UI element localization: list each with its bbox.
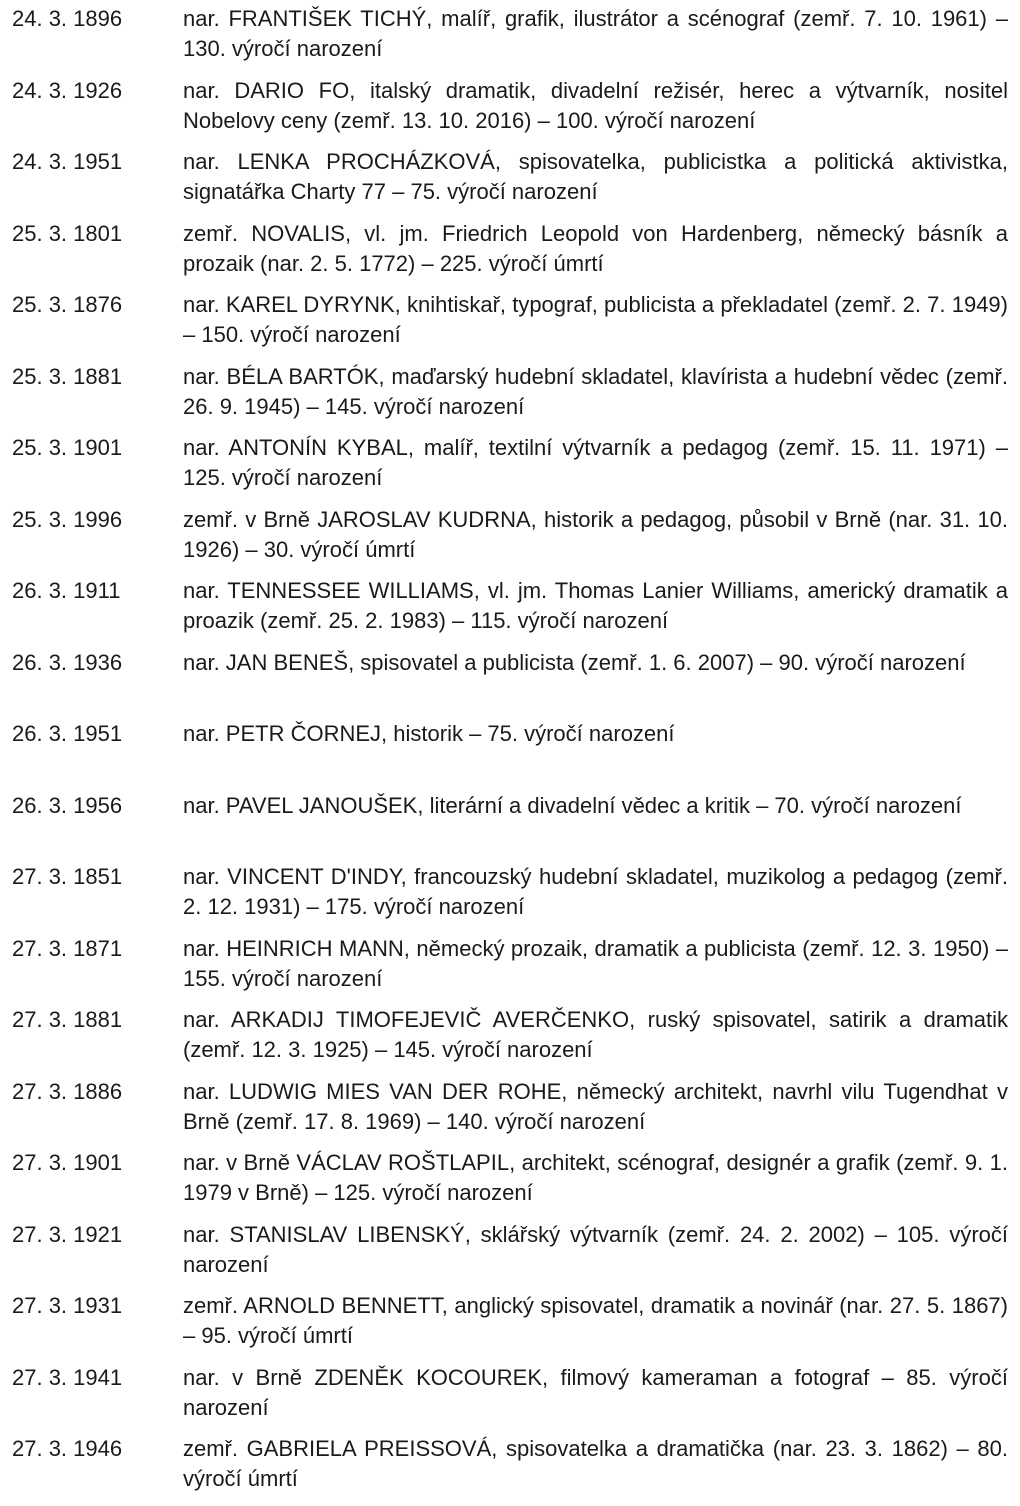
list-item	[12, 362, 1008, 434]
entry-text: nar. v Brně VÁCLAV ROŠTLAPIL, architekt, scénograf, designér a grafik (zemř. 9. 1. 1979 v Brně) – 125. výročí narození	[183, 1150, 1008, 1205]
list-item	[12, 1077, 1008, 1149]
entry-text: nar. PETR ČORNEJ, historik – 75. výročí narození	[183, 721, 675, 746]
list-item	[12, 76, 1008, 148]
entry-text: nar. ARKADIJ TIMOFEJEVIČ AVERČENKO, ruský spisovatel, satirik a dramatik (zemř. 12. 3. 1925) – 145. výročí narození	[183, 1007, 1008, 1062]
entry-text: zemř. NOVALIS, vl. jm. Friedrich Leopold von Hardenberg, německý básník a prozaik (nar. 2. 5. 1772) – 225. výročí úmrtí	[183, 220, 1008, 276]
entry-text: zemř. v Brně JAROSLAV KUDRNA, historik a pedagog, působil v Brně (nar. 31. 10. 1926) – 30. výročí úmrtí	[183, 506, 1008, 562]
entry-text: nar. JAN BENEŠ, spisovatel a publicista (zemř. 1. 6. 2007) – 90. výročí narození	[183, 649, 966, 675]
entry-text: nar. HEINRICH MANN, německý prozaik, dramatik a publicista (zemř. 12. 3. 1950) – 155. výročí narození	[183, 935, 1008, 991]
list-item	[12, 1363, 1008, 1435]
entry-date: 26. 3. 1911	[12, 578, 121, 603]
entry-text: nar. v Brně ZDENĚK KOCOUREK, filmový kameraman a fotograf – 85. výročí narození	[183, 1364, 1008, 1420]
entry-date: 27. 3. 1921	[12, 1221, 123, 1247]
list-item	[12, 1434, 1008, 1506]
entry-date: 25. 3. 1881	[12, 363, 123, 389]
list-item	[12, 1005, 1008, 1077]
entry-date: 27. 3. 1881	[12, 1007, 123, 1032]
entry-text: zemř. GABRIELA PREISSOVÁ, spisovatelka a dramatička (nar. 23. 3. 1862) – 80. výročí úmrtí	[183, 1436, 1008, 1491]
list-item	[12, 290, 1008, 362]
list-item	[12, 791, 1008, 863]
entry-date: 27. 3. 1886	[12, 1078, 123, 1104]
list-item	[12, 147, 1008, 219]
list-item	[12, 1291, 1008, 1363]
entry-text: nar. BÉLA BARTÓK, maďarský hudební skladatel, klavírista a hudební vědec (zemř. 26. 9. 1945) – 145. výročí narození	[183, 363, 1008, 419]
entry-date: 24. 3. 1951	[12, 149, 123, 174]
entry-date: 24. 3. 1896	[12, 6, 123, 31]
entry-date: 27. 3. 1871	[12, 935, 123, 961]
entry-text: nar. PAVEL JANOUŠEK, literární a divadelní vědec a kritik – 70. výročí narození	[183, 792, 962, 818]
list-item	[12, 505, 1008, 577]
list-item	[12, 719, 1008, 791]
entry-date: 26. 3. 1936	[12, 649, 123, 675]
entry-text: nar. DARIO FO, italský dramatik, divadelní režisér, herec a výtvarník, nositel Nobelovy ceny (zemř. 13. 10. 2016) – 100. výročí narození	[183, 77, 1008, 133]
entry-date: 25. 3. 1876	[12, 292, 123, 317]
list-item	[12, 219, 1008, 291]
list-item	[12, 862, 1008, 934]
entry-date: 25. 3. 1801	[12, 220, 123, 246]
entry-text: nar. KAREL DYRYNK, knihtiskař, typograf, publicista a překladatel (zemř. 2. 7. 1949) – 150. výročí narození	[183, 292, 1008, 347]
entry-text: nar. LENKA PROCHÁZKOVÁ, spisovatelka, publicistka a politická aktivistka, signatářka Charty 77 – 75. výročí narození	[183, 149, 1008, 204]
list-item	[12, 648, 1008, 720]
anniversary-list	[12, 4, 1008, 1506]
entry-date: 27. 3. 1931	[12, 1293, 123, 1318]
entry-text: nar. LUDWIG MIES VAN DER ROHE, německý architekt, navrhl vilu Tugendhat v Brně (zemř. 17. 8. 1969) – 140. výročí narození	[183, 1078, 1008, 1134]
entry-date: 27. 3. 1941	[12, 1364, 123, 1390]
list-item	[12, 576, 1008, 648]
entry-text: nar. VINCENT D'INDY, francouzský hudební skladatel, muzikolog a pedagog (zemř. 2. 12. 1931) – 175. výročí narození	[183, 864, 1008, 919]
entry-text: nar. STANISLAV LIBENSKÝ, sklářský výtvarník (zemř. 24. 2. 2002) – 105. výročí narození	[183, 1221, 1008, 1277]
entry-date: 24. 3. 1926	[12, 77, 123, 103]
entry-text: nar. ANTONÍN KYBAL, malíř, textilní výtvarník a pedagog (zemř. 15. 11. 1971) – 125. výročí narození	[183, 435, 1008, 490]
list-item	[12, 433, 1008, 505]
entry-date: 26. 3. 1956	[12, 792, 123, 818]
list-item	[12, 1220, 1008, 1292]
list-item	[12, 1148, 1008, 1220]
entry-date: 25. 3. 1901	[12, 435, 123, 460]
entry-date: 27. 3. 1851	[12, 864, 123, 889]
list-item	[12, 934, 1008, 1006]
list-item	[12, 4, 1008, 76]
entry-date: 26. 3. 1951	[12, 721, 123, 746]
entry-date: 25. 3. 1996	[12, 506, 123, 532]
entry-text: nar. FRANTIŠEK TICHÝ, malíř, grafik, ilustrátor a scénograf (zemř. 7. 10. 1961) – 130. výročí narození	[183, 6, 1008, 61]
entry-text: zemř. ARNOLD BENNETT, anglický spisovatel, dramatik a novinář (nar. 27. 5. 1867) – 95. výročí úmrtí	[183, 1293, 1008, 1348]
entry-date: 27. 3. 1901	[12, 1150, 123, 1175]
entry-date: 27. 3. 1946	[12, 1436, 123, 1461]
entry-text: nar. TENNESSEE WILLIAMS, vl. jm. Thomas Lanier Williams, americký dramatik a proazik (zemř. 25. 2. 1983) – 115. výročí narození	[183, 578, 1008, 633]
